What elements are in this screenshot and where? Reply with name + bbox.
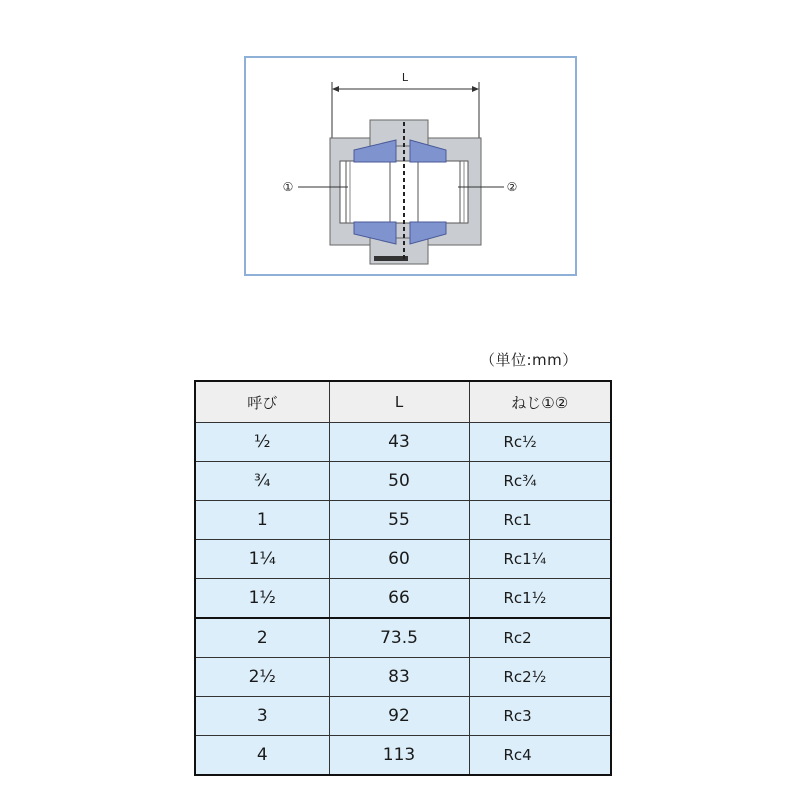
cell-size: ½: [195, 423, 329, 462]
cell-size: 1¼: [195, 540, 329, 579]
cell-length: 60: [329, 540, 469, 579]
header-thread: ねじ①②: [469, 381, 611, 423]
port-2-label: ②: [506, 180, 518, 194]
cell-size: 1: [195, 501, 329, 540]
unit-note: （単位:mm）: [480, 351, 578, 369]
cell-length: 113: [329, 736, 469, 776]
diagram-frame: [244, 56, 577, 276]
cell-size: 3: [195, 697, 329, 736]
table-row: [195, 618, 611, 658]
cell-thread: Rc¾: [469, 462, 611, 501]
cell-thread: Rc2½: [469, 658, 611, 697]
cell-thread: Rc4: [469, 736, 611, 776]
table-row: [195, 501, 611, 540]
cell-length: 66: [329, 579, 469, 619]
table-row: [195, 423, 611, 462]
cell-thread: Rc3: [469, 697, 611, 736]
cell-thread: Rc1¼: [469, 540, 611, 579]
cell-thread: Rc1½: [469, 579, 611, 619]
table-row: [195, 540, 611, 579]
cell-size: 1½: [195, 579, 329, 619]
cell-thread: Rc½: [469, 423, 611, 462]
cell-length: 43: [329, 423, 469, 462]
cell-thread: Rc2: [469, 618, 611, 658]
fitting-body: [330, 120, 481, 264]
union-fitting-diagram: [246, 58, 575, 274]
table-row: [195, 462, 611, 501]
table-row: [195, 736, 611, 776]
cell-length: 55: [329, 501, 469, 540]
table-header-row: [195, 381, 611, 423]
header-size: 呼び: [195, 381, 329, 423]
dimension-l-label: L: [401, 71, 409, 84]
cell-size: ¾: [195, 462, 329, 501]
cell-size: 2½: [195, 658, 329, 697]
table-row: [195, 579, 611, 619]
port-1-label: ①: [282, 180, 294, 194]
cell-thread: Rc1: [469, 501, 611, 540]
table-row: [195, 658, 611, 697]
cell-length: 92: [329, 697, 469, 736]
spec-table: [194, 380, 612, 776]
table-row: [195, 697, 611, 736]
cell-length: 50: [329, 462, 469, 501]
cell-length: 73.5: [329, 618, 469, 658]
header-length: L: [329, 381, 469, 423]
cell-size: 4: [195, 736, 329, 776]
cell-length: 83: [329, 658, 469, 697]
cell-size: 2: [195, 618, 329, 658]
